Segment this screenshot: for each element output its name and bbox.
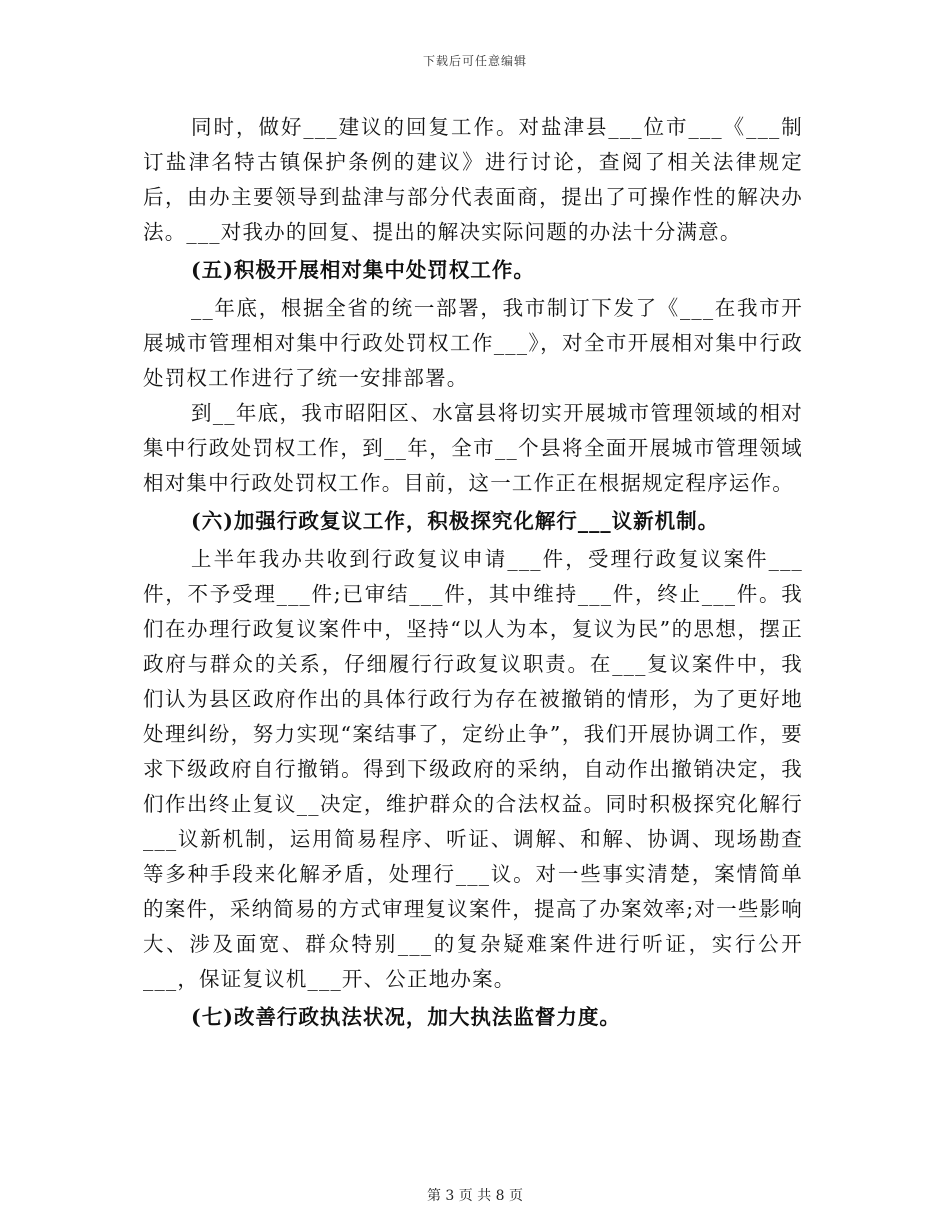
section-heading-6: (六)加强行政复议工作，积极探究化解行___议新机制。: [191, 509, 720, 533]
paragraph-deployment: __年底，根据全省的统一部署，我市制订下发了《___在我市开展城市管理相对集中行政处罚权工作___》，对全市开展相对集中行政处罚权工作进行了统一安排部署。: [143, 296, 803, 390]
page-header: 下载后可任意编辑: [422, 54, 527, 68]
page-footer: 第 3 页 共 8 页: [426, 1188, 524, 1204]
section-heading-7: (七)改善行政执法状况，加大执法监督力度。: [191, 1005, 621, 1029]
paragraph-review-cases: 上半年我办共收到行政复议申请___件，受理行政复议案件___件，不予受理___件;已审结___件，其中维持___件，终止___件。我们在办理行政复议案件中，坚持“以人为本，复议为民”的思想，摆正政府与群众的关系，仔细履行行政复议职责。在___复议案件中，我们认为县区政府作出的具体行政行为存在被撤销的情形，为了更好地处理纠纷，努力实现“案结事了，定纷止争”，我们开展协调工作，要求下级政府自行撤销。得到下级政府的采纳，自动作出撤销决定，我们作出终止复议__决定，维护群众的合法权益。同时积极探究化解行___议新机制，运用简易程序、听证、调解、和解、协调、现场勘查等多种手段来化解矛盾，处理行___议。对一些事实清楚，案情简单的案件，采纳简易的方式审理复议案件，提高了办案效率;对一些影响大、涉及面宽、群众特别___的复杂疑难案件进行听证，实行公开___，保证复议机___开、公正地办案。: [143, 547, 803, 991]
section-heading-5: (五)积极开展相对集中处罚权工作。: [191, 258, 535, 282]
paragraph-reply-work: 同时，做好___建议的回复工作。对盐津县___位市___《___制订盐津名特古镇保护条例的建议》进行讨论，查阅了相关法律规定后，由办主要领导到盐津与部分代表面商，提出了可操作性的解决办法。___对我办的回复、提出的解决实际问题的办法十分满意。: [143, 115, 803, 244]
document-body: [143, 110, 803, 1038]
paragraph-progress: 到__年底，我市昭阳区、水富县将切实开展城市管理领域的相对集中行政处罚权工作，到__年，全市__个县将全面开展城市管理领域相对集中行政处罚权工作。目前，这一工作正在根据规定程序运作。: [143, 401, 803, 495]
